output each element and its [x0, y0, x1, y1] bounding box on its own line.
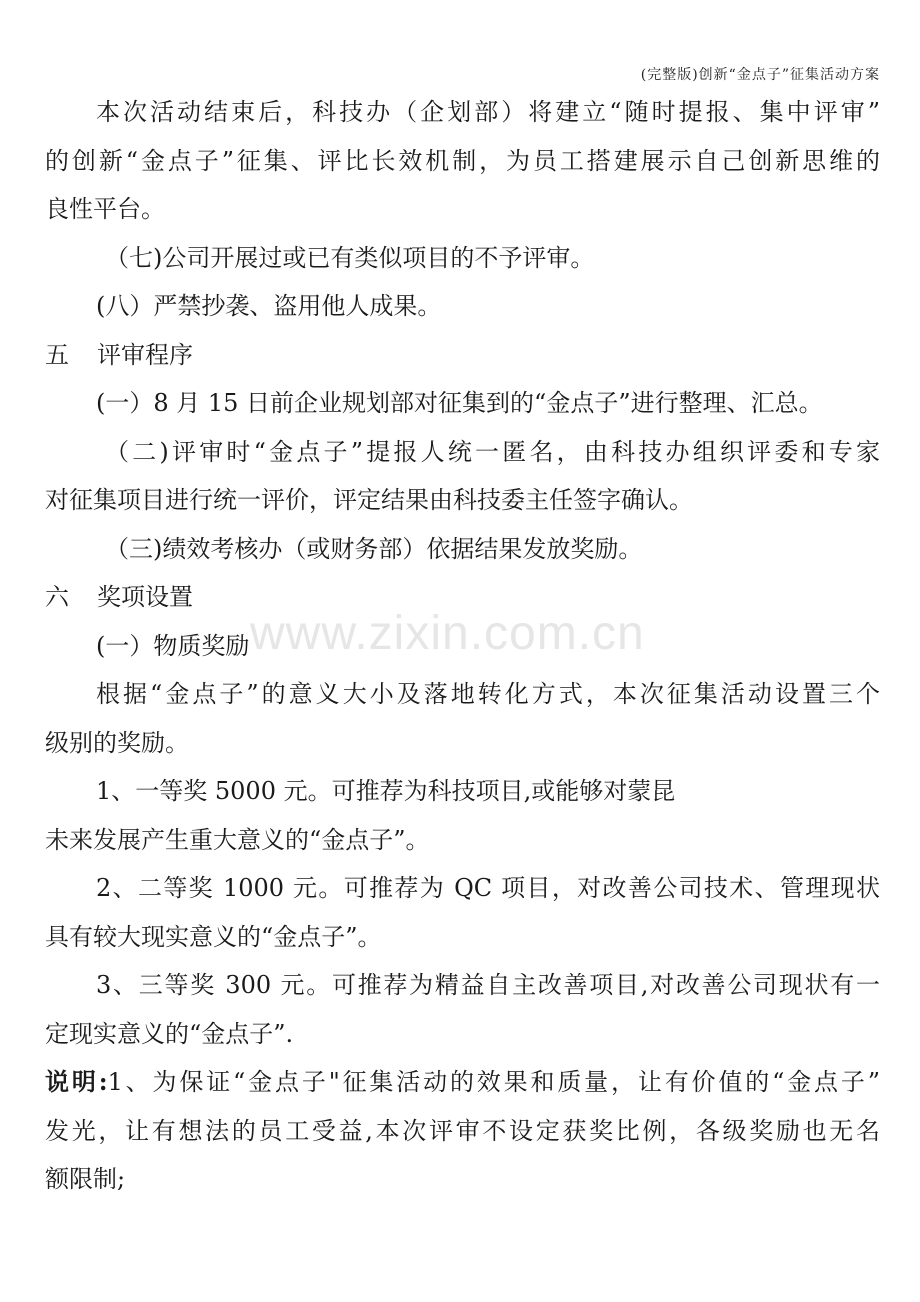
review-step-one: (一）8 月 15 日前企业规划部对征集到的“金点子”进行整理、汇总。: [96, 389, 823, 417]
third-prize-line: 3、三等奖 300 元。可推荐为精益自主改善项目,对改善公司现状有一: [96, 971, 880, 999]
item-eight: (八）严禁抄袭、盗用他人成果。: [96, 292, 442, 320]
paragraph-line: 额限制;: [45, 1165, 126, 1193]
paragraph-line: 良性平台。: [45, 195, 165, 223]
section-title: 评审程序: [97, 340, 193, 369]
subheading-material-reward: (一）物质奖励: [96, 631, 250, 660]
review-step-three: （三)绩效考核办（或财务部）依据结果发放奖励。: [105, 534, 643, 563]
paragraph-line: 具有较大现实意义的“金点子”。: [45, 922, 382, 951]
note-line: [45, 1058, 880, 1107]
section-heading-five: [45, 331, 880, 380]
note-label: 说明:: [45, 1067, 108, 1096]
paragraph-line: 对征集项目进行统一评价，评定结果由科技委主任签字确认。: [45, 486, 693, 514]
second-prize-line: 2、二等奖 1000 元。可推荐为 QC 项目，对改善公司技术、管理现状: [96, 874, 880, 902]
watermark: www.zixin.com.cn: [250, 607, 645, 660]
paragraph-line: 根据“金点子”的意义大小及落地转化方式，本次征集活动设置三个: [96, 680, 880, 708]
running-header: (完整版)创新“金点子”征集活动方案: [640, 67, 880, 83]
paragraph-line: 本次活动结束后，科技办（企划部）将建立“随时提报、集中评审”: [96, 98, 880, 126]
document-body: [45, 88, 880, 1204]
section-number: 五: [45, 340, 69, 369]
paragraph-line: 级别的奖励。: [45, 728, 189, 757]
paragraph-line: 的创新“金点子”征集、评比长效机制，为员工搭建展示自己创新思维的: [45, 146, 880, 175]
section-title: 奖项设置: [97, 583, 193, 611]
first-prize-line: 1、一等奖 5000 元。可推荐为科技项目,或能够对蒙昆: [96, 777, 676, 805]
section-number: 六: [45, 583, 69, 611]
item-seven: （七)公司开展过或已有类似项目的不予评审。: [105, 243, 595, 272]
review-step-two: （二)评审时“金点子”提报人统一匿名，由科技办组织评委和专家: [105, 437, 880, 466]
paragraph-line: 未来发展产生重大意义的“金点子”。: [45, 825, 430, 854]
section-heading-six: [45, 573, 880, 622]
paragraph-line: 发光，让有想法的员工受益,本次评审不设定获奖比例，各级奖励也无名: [45, 1116, 880, 1145]
note-text: 1、为保证“金点子"征集活动的效果和质量，让有价值的“金点子”: [107, 1068, 881, 1096]
paragraph-line: 定现实意义的“金点子”.: [45, 1019, 294, 1048]
